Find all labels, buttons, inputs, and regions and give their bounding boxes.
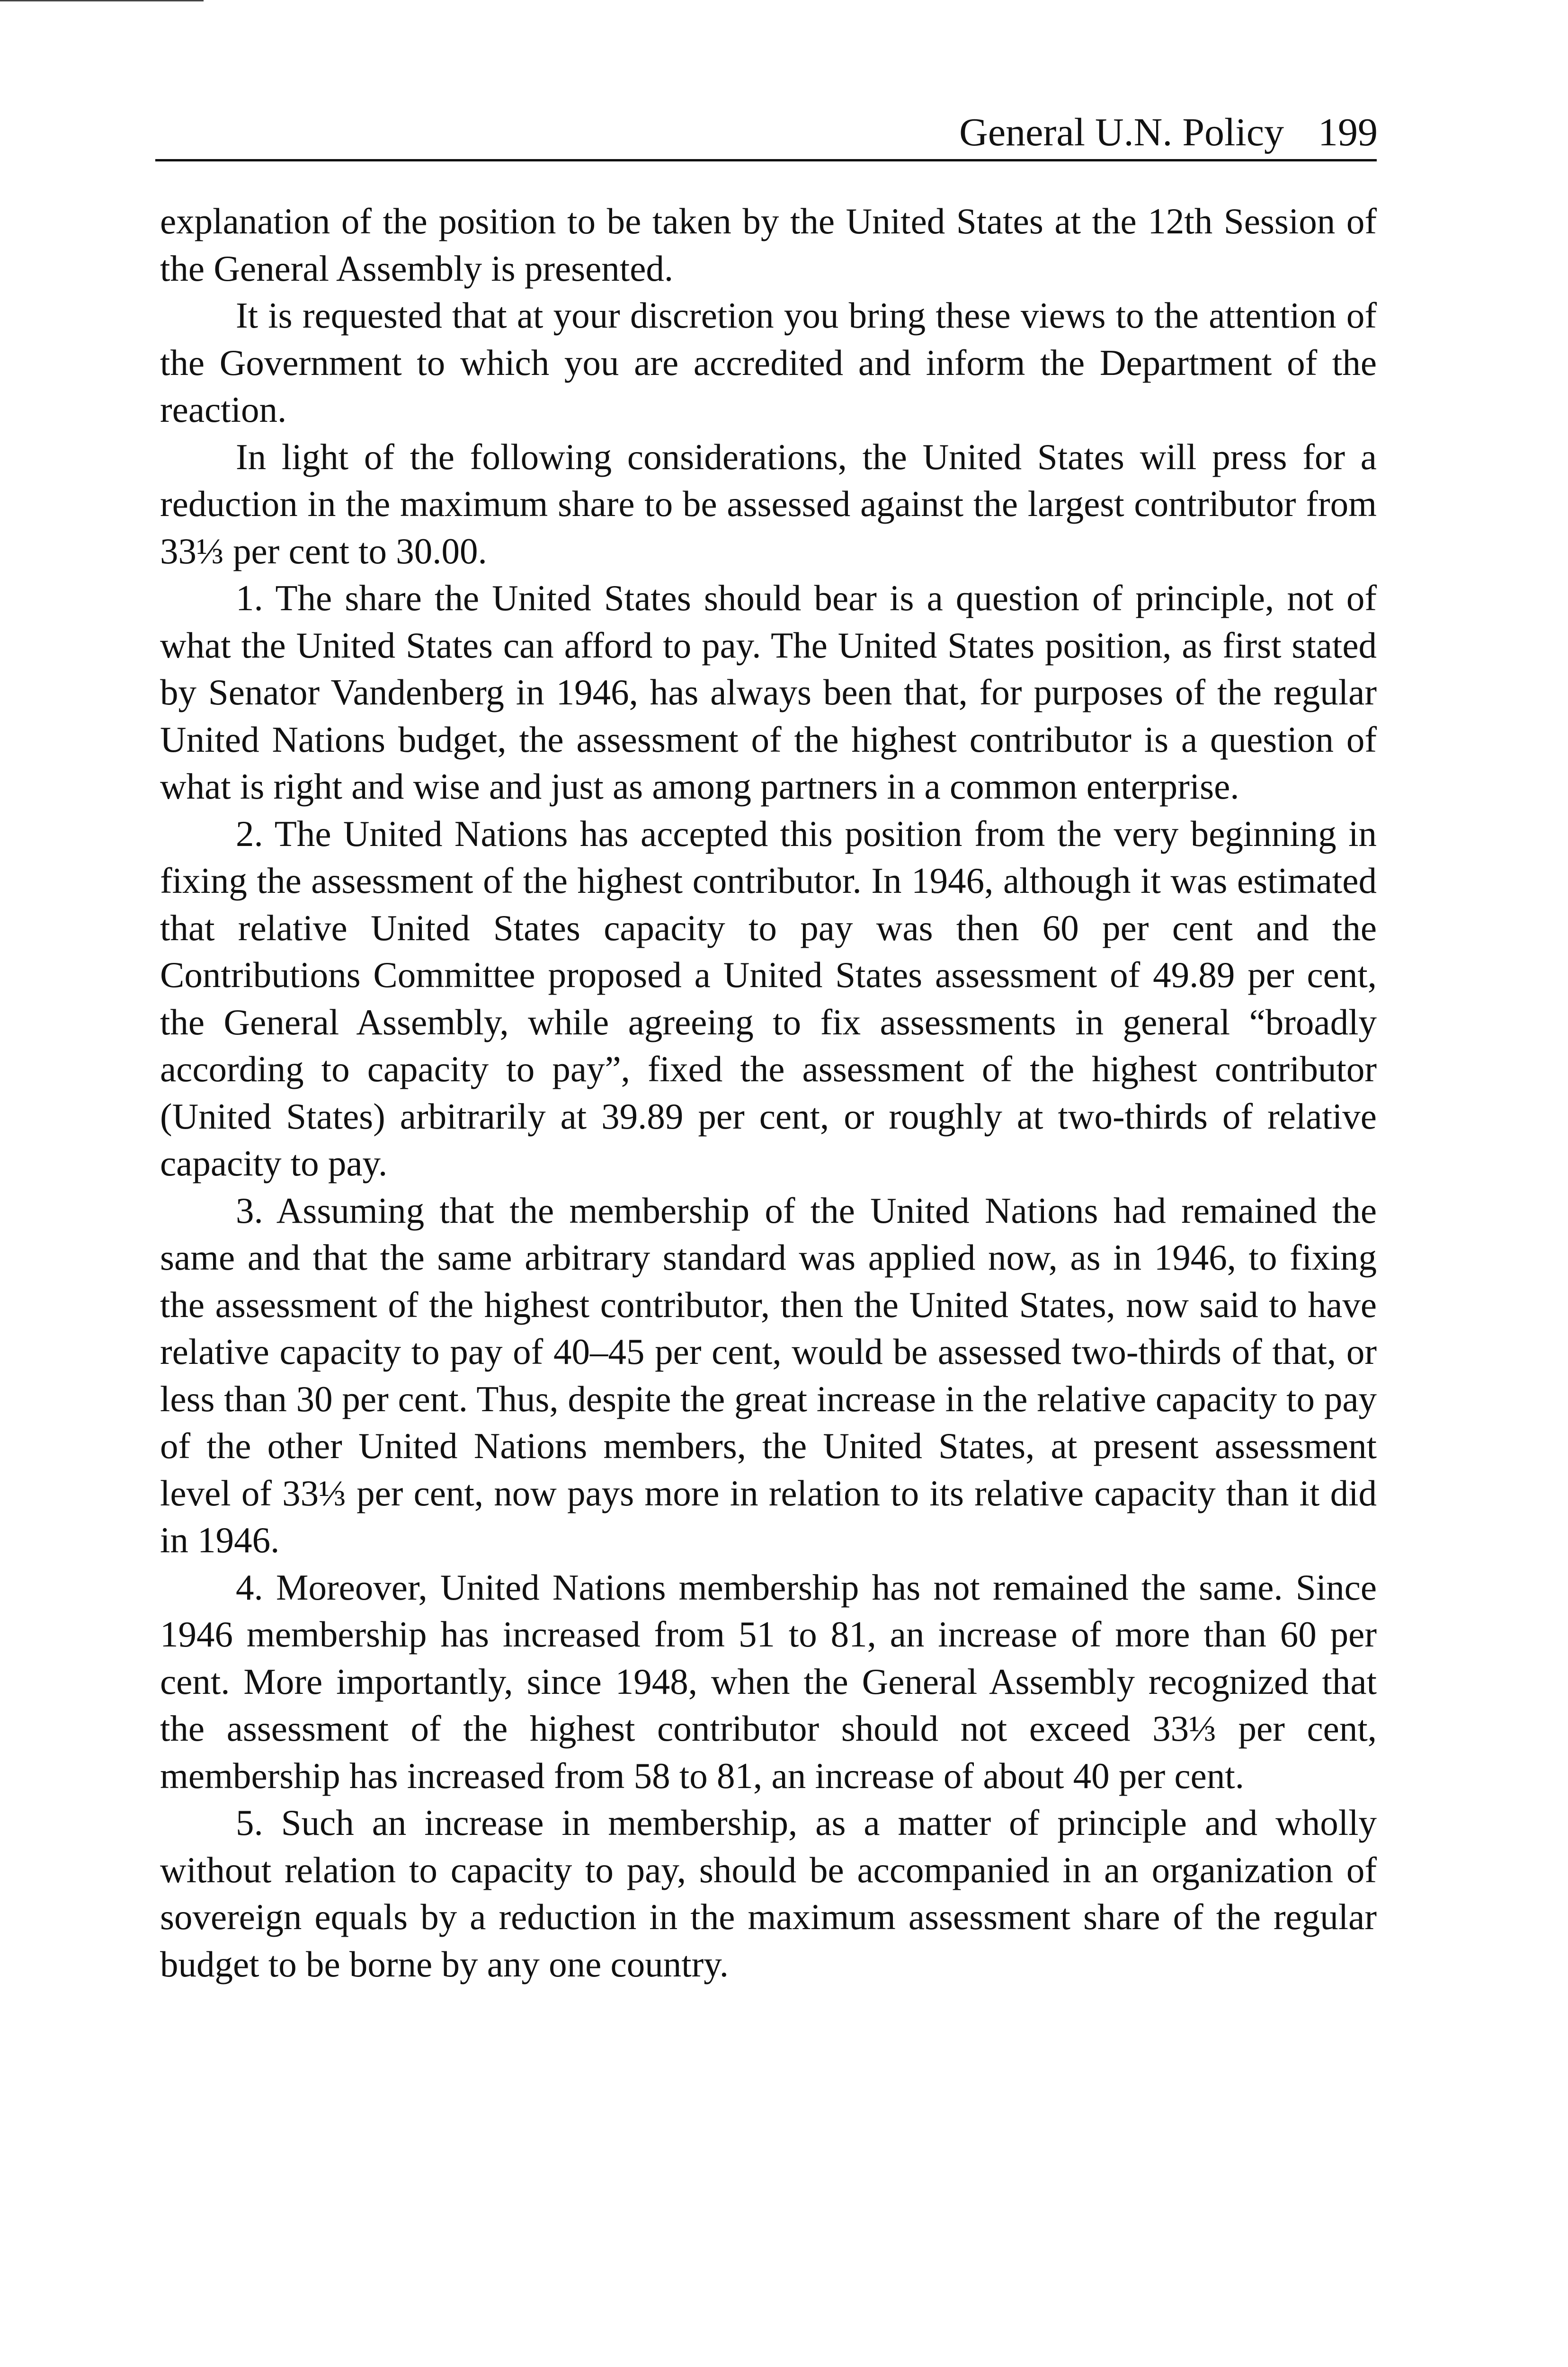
page-number: 199: [1318, 110, 1378, 154]
paragraph-point-2: 2. The United Nations has accepted this position from the very beginning in fixing the assessment of the highest contributor. In 1946, although it was estimated that relative United States capacity to pay was then 60 per cent and the Contributions Committee proposed a United States assessment of 49.89 per cent, the General Assembly, while agreeing to fix assessments in general “broadly according to capacity to pay”, fixed the assessment of the highest contributor (United States) arbitrarily at 39.89 per cent, or roughly at two-thirds of relative capacity to pay.: [160, 813, 1377, 1184]
paragraph-point-5: 5. Such an increase in membership, as a matter of principle and wholly without relation to capacity to pay, should be accompanied in an organization of sovereign equals by a reduction in the maximum assessment share of the regular budget to be borne by any one country.: [160, 1802, 1377, 1984]
paragraph-point-3: 3. Assuming that the membership of the United Nations had remained the same and that the same arbitrary standard was applied now, as in 1946, to fixing the assessment of the highest contributor, then the United States, now said to have relative capacity to pay of 40–45 per cent, would be assessed two-thirds of that, or less than 30 per cent. Thus, despite the great increase in the relative capacity to pay of the other United Nations members, the United States, at present assessment level of 33⅓ per cent, now pays more in relation to its relative capacity than it did in 1946.: [160, 1190, 1377, 1560]
body-text: [160, 198, 1377, 1988]
running-header: [959, 111, 1378, 154]
header-rule: [155, 159, 1377, 161]
scan-corner-rule: [0, 0, 204, 1]
running-title: General U.N. Policy: [959, 110, 1284, 154]
paragraph-point-4: 4. Moreover, United Nations membership has not remained the same. Since 1946 membership has increased from 51 to 81, an increase of more than 60 per cent. More importantly, since 1948, when the General Assembly recognized that the assessment of the highest contributor should not exceed 33⅓ per cent, membership has increased from 58 to 81, an increase of about 40 per cent.: [160, 1566, 1377, 1796]
paragraph-point-1: 1. The share the United States should bear is a question of principle, not of what the United States can afford to pay. The United States position, as first stated by Senator Vandenberg in 1946, has always been that, for purposes of the regular United Nations budget, the assessment of the highest contributor is a question of what is right and wise and just as among partners in a common enterprise.: [160, 578, 1377, 807]
paragraph-considerations: In light of the following considerations, the United States will press for a reduction in the maximum share to be assessed against the largest contributor from 33⅓ per cent to 30.00.: [160, 436, 1377, 571]
paragraph-request: It is requested that at your discretion you bring these views to the attention of the Government to which you are accredited and inform the Department of the reaction.: [160, 295, 1377, 430]
paragraph-continuation: explanation of the position to be taken by the United States at the 12th Session of the General Assembly is presented.: [160, 201, 1377, 289]
